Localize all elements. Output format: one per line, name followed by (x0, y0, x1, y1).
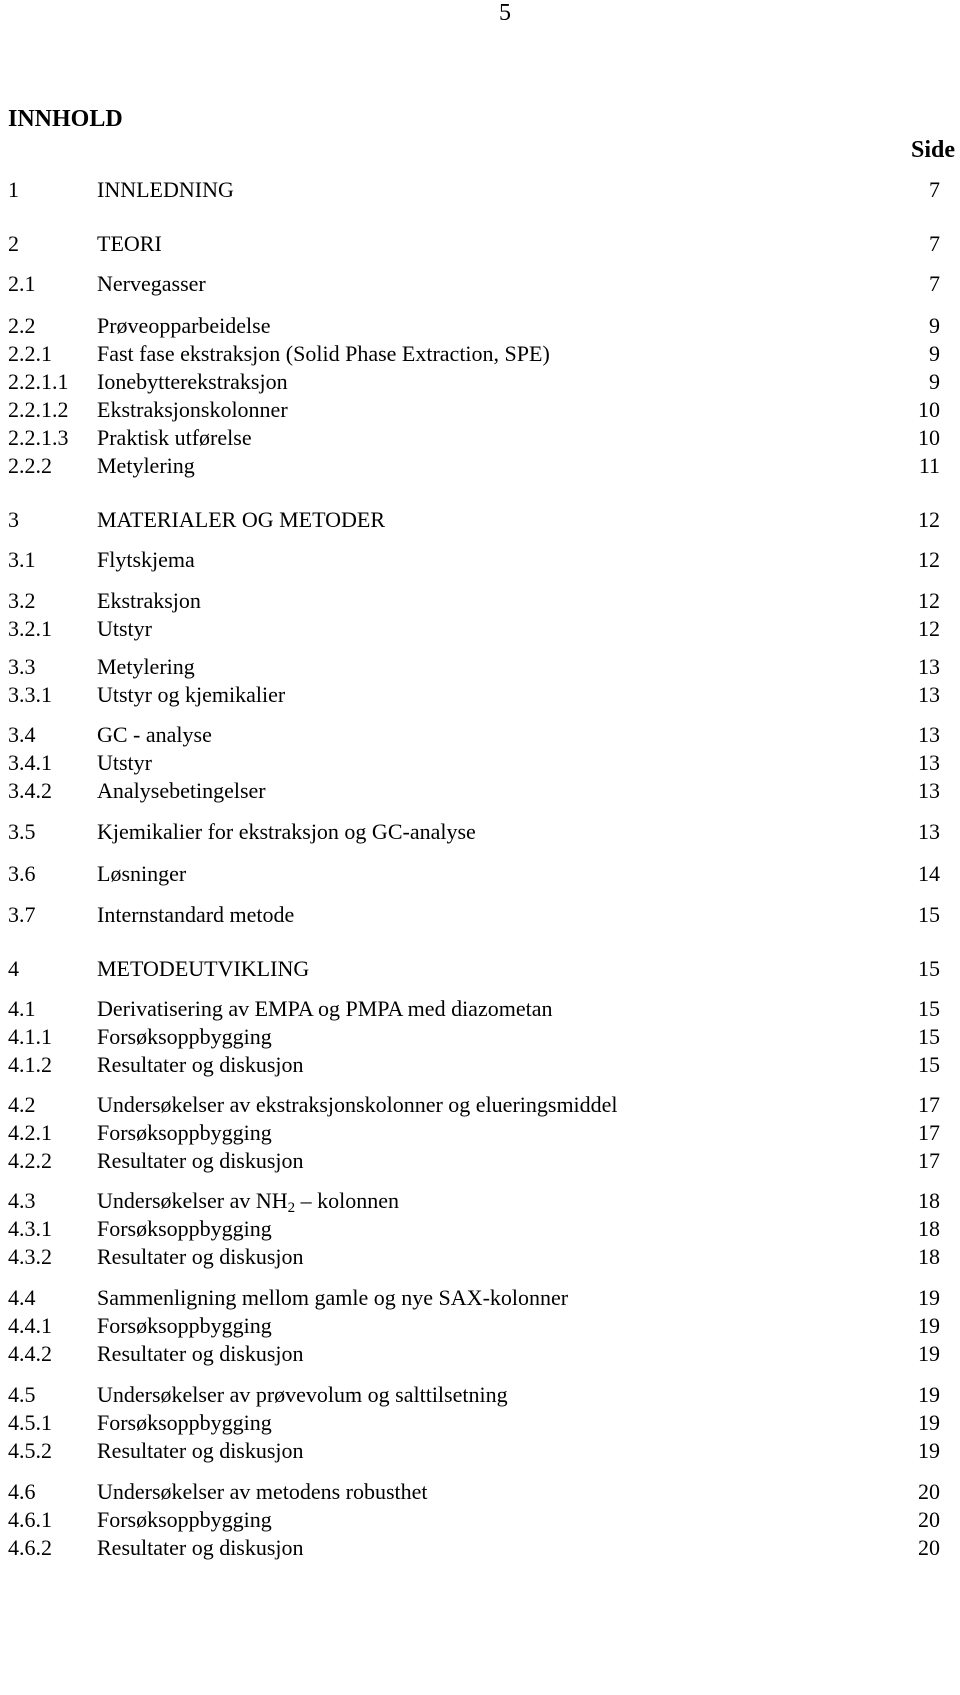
toc-entry-page: 17 (918, 1092, 940, 1117)
toc-entry (0, 230, 960, 258)
toc-entry (0, 340, 960, 368)
toc-entry-number: 4 (8, 956, 19, 981)
toc-entry-page: 15 (918, 902, 940, 927)
toc-entry-title: Resultater og diskusjon (97, 1052, 304, 1077)
toc-entry-title: Kjemikalier for ekstraksjon og GC-analyse (97, 819, 476, 844)
toc-entry-number: 4.2 (8, 1092, 36, 1117)
toc-entry-title: Undersøkelser av prøvevolum og salttilsetning (97, 1382, 508, 1407)
toc-entry-title-subscript: 2 (287, 1200, 296, 1216)
toc-entry-number: 3.4.1 (8, 750, 52, 775)
toc-entry (0, 1478, 960, 1506)
toc-entry-title: Metylering (97, 453, 195, 478)
toc-entry-number: 2.2.1 (8, 341, 52, 366)
toc-entry-number: 2.2 (8, 313, 36, 338)
toc-entry-number: 2.2.2 (8, 453, 52, 478)
toc-entry (0, 1409, 960, 1437)
toc-entry (0, 995, 960, 1023)
toc-entry-title: Praktisk utførelse (97, 425, 252, 450)
toc-entry-number: 4.3 (8, 1188, 36, 1213)
toc-entry-title: Ekstraksjonskolonner (97, 397, 288, 422)
toc-page-column-label: Side (910, 137, 955, 163)
toc-entry-title: MATERIALER OG METODER (97, 507, 386, 532)
toc-entry-page: 15 (918, 956, 940, 981)
toc-entry-title: Resultater og diskusjon (97, 1438, 304, 1463)
toc-entry-title: Forsøksoppbygging (97, 1024, 272, 1049)
toc-entry (0, 176, 960, 204)
toc-entry-page: 20 (918, 1507, 940, 1532)
toc-entry-page: 19 (918, 1438, 940, 1463)
toc-entry-page: 13 (918, 750, 940, 775)
toc-entry (0, 1534, 960, 1562)
toc-entry (0, 721, 960, 749)
toc-entry-page: 17 (918, 1148, 940, 1173)
toc-entry-title: Analysebetingelser (97, 778, 266, 803)
toc-entry-number: 4.1 (8, 996, 36, 1021)
toc-entry-number: 3.1 (8, 547, 36, 572)
toc-entry-page: 9 (929, 369, 940, 394)
toc-entry-title: Sammenligning mellom gamle og nye SAX-kolonner (97, 1285, 569, 1310)
toc-entry-title: GC - analyse (97, 722, 212, 747)
toc-entry (0, 1312, 960, 1340)
toc-entry-title: Forsøksoppbygging (97, 1216, 272, 1241)
toc-entry-title: Resultater og diskusjon (97, 1244, 304, 1269)
toc-entry-page: 13 (918, 654, 940, 679)
toc-entry-page: 19 (918, 1382, 940, 1407)
toc-entry-page: 10 (918, 425, 940, 450)
toc-entry (0, 312, 960, 340)
toc-entry-title (97, 1187, 399, 1215)
toc-entry (0, 681, 960, 709)
toc-entry-page: 17 (918, 1120, 940, 1145)
toc-entry-page: 20 (918, 1479, 940, 1504)
toc-entry-title: Utstyr (97, 750, 152, 775)
toc-entry (0, 1381, 960, 1409)
toc-entry (0, 1119, 960, 1147)
toc-entry-page: 7 (929, 231, 940, 256)
toc-entry-page: 19 (918, 1313, 940, 1338)
toc-entry (0, 424, 960, 452)
toc-entry-page: 13 (918, 722, 940, 747)
toc-entry-title: TEORI (97, 231, 162, 256)
toc-entry (0, 587, 960, 615)
toc-entry-page: 18 (918, 1216, 940, 1241)
toc-entry-title: Flytskjema (97, 547, 195, 572)
toc-entry-title: Forsøksoppbygging (97, 1313, 272, 1338)
toc-entry-title: Forsøksoppbygging (97, 1507, 272, 1532)
toc-entry-number: 4.3.2 (8, 1244, 52, 1269)
toc-entry (0, 1215, 960, 1243)
toc-entry-page: 20 (918, 1535, 940, 1560)
toc-entry-page: 10 (918, 397, 940, 422)
toc-entry-title: Ekstraksjon (97, 588, 201, 613)
toc-entry-number: 3.4.2 (8, 778, 52, 803)
toc-entry-number: 3.2.1 (8, 616, 52, 641)
toc-entry (0, 818, 960, 846)
toc-entry (0, 1147, 960, 1175)
toc-entry-title: Prøveopparbeidelse (97, 313, 271, 338)
toc-entry-page: 14 (918, 861, 940, 886)
toc-entry-number: 4.2.1 (8, 1120, 52, 1145)
toc-entry (0, 368, 960, 396)
toc-entry (0, 860, 960, 888)
toc-entry (0, 653, 960, 681)
toc-entry-title: Forsøksoppbygging (97, 1410, 272, 1435)
toc-entry-page: 12 (918, 616, 940, 641)
toc-entry (0, 901, 960, 929)
toc-entry (0, 1023, 960, 1051)
toc-entry-number: 4.1.2 (8, 1052, 52, 1077)
toc-entry-page: 9 (929, 341, 940, 366)
toc-entry (0, 1051, 960, 1079)
toc-entry-number: 4.3.1 (8, 1216, 52, 1241)
toc-entry (0, 396, 960, 424)
toc-entry-number: 2.2.1.3 (8, 425, 69, 450)
toc-entry-title: Resultater og diskusjon (97, 1535, 304, 1560)
toc-entry-number: 2.2.1.2 (8, 397, 69, 422)
toc-entry (0, 1091, 960, 1119)
toc-entry-title: Løsninger (97, 861, 187, 886)
toc-entry-title: Undersøkelser av ekstraksjonskolonner og elueringsmiddel (97, 1092, 618, 1117)
toc-entry-number: 2 (8, 231, 19, 256)
toc-entry-page: 19 (918, 1285, 940, 1310)
toc-entry-title: Metylering (97, 654, 195, 679)
toc-entry-page: 15 (918, 996, 940, 1021)
toc-entry-title: Nervegasser (97, 271, 206, 296)
toc-entry-title: Forsøksoppbygging (97, 1120, 272, 1145)
toc-entry-page: 9 (929, 313, 940, 338)
toc-entry (0, 270, 960, 298)
toc-entry-number: 4.5.1 (8, 1410, 52, 1435)
toc-entry-title: Utstyr og kjemikalier (97, 682, 286, 707)
toc-entry-title: Resultater og diskusjon (97, 1148, 304, 1173)
toc-entry-page: 15 (918, 1024, 940, 1049)
toc-entry-page: 19 (918, 1410, 940, 1435)
toc-entry-number: 4.6.2 (8, 1535, 52, 1560)
toc-entry-number: 4.2.2 (8, 1148, 52, 1173)
toc-entry-page: 7 (929, 177, 940, 202)
toc-heading: INNHOLD (8, 106, 123, 132)
toc-entry-title: Resultater og diskusjon (97, 1341, 304, 1366)
toc-entry-page: 15 (918, 1052, 940, 1077)
toc-entry-title: METODEUTVIKLING (97, 956, 310, 981)
toc-entry-page: 18 (918, 1244, 940, 1269)
toc-entry-number: 3.2 (8, 588, 36, 613)
toc-entry-page: 11 (918, 453, 940, 478)
toc-entry-number: 1 (8, 177, 19, 202)
toc-entry-title-suffix: – kolonnen (295, 1188, 399, 1213)
toc-entry-title: Derivatisering av EMPA og PMPA med diazometan (97, 996, 553, 1021)
toc-entry-number: 3.4 (8, 722, 36, 747)
toc-entry-number: 4.4 (8, 1285, 36, 1310)
toc-entry-title: Utstyr (97, 616, 152, 641)
toc-entry-number: 4.5 (8, 1382, 36, 1407)
toc-entry-title: INNLEDNING (97, 177, 234, 202)
toc-entry-number: 3.6 (8, 861, 36, 886)
toc-entry-number: 4.5.2 (8, 1438, 52, 1463)
toc-entry (0, 777, 960, 805)
toc-entry-page: 13 (918, 778, 940, 803)
toc-entry-page: 18 (918, 1188, 940, 1213)
toc-entry (0, 506, 960, 534)
toc-entry-number: 3 (8, 507, 19, 532)
toc-entry-number: 4.6 (8, 1479, 36, 1504)
toc-entry (0, 1506, 960, 1534)
toc-entry-title: Fast fase ekstraksjon (Solid Phase Extraction, SPE) (97, 341, 550, 366)
toc-entry-page: 7 (929, 271, 940, 296)
toc-entry (0, 1284, 960, 1312)
toc-entry-number: 3.3.1 (8, 682, 52, 707)
toc-entry (0, 546, 960, 574)
toc-entry-page: 12 (918, 588, 940, 613)
toc-entry (0, 1340, 960, 1368)
toc-entry (0, 452, 960, 480)
toc-entry-number: 4.4.1 (8, 1313, 52, 1338)
toc-entry-page: 12 (918, 507, 940, 532)
toc-entry-number: 3.7 (8, 902, 36, 927)
toc-entry-title: Internstandard metode (97, 902, 295, 927)
toc-entry-title: Ionebytterekstraksjon (97, 369, 288, 394)
toc-entry-title-text: Undersøkelser av NH (97, 1188, 288, 1213)
toc-entry-number: 3.3 (8, 654, 36, 679)
toc-entry-number: 4.4.2 (8, 1341, 52, 1366)
toc-entry (0, 1437, 960, 1465)
toc-entry-number: 2.1 (8, 271, 36, 296)
toc-entry (0, 955, 960, 983)
toc-entry-page: 13 (918, 682, 940, 707)
toc-entry-number: 3.5 (8, 819, 36, 844)
toc-entry-number: 4.6.1 (8, 1507, 52, 1532)
toc-entry-page: 13 (918, 819, 940, 844)
toc-entry-title: Undersøkelser av metodens robusthet (97, 1479, 428, 1504)
toc-entry-number: 4.1.1 (8, 1024, 52, 1049)
toc-entry (0, 615, 960, 643)
toc-entry (0, 1187, 960, 1215)
toc-entry (0, 1243, 960, 1271)
toc-entry-page: 19 (918, 1341, 940, 1366)
toc-entry (0, 749, 960, 777)
toc-entry-number: 2.2.1.1 (8, 369, 69, 394)
toc-entry-page: 12 (918, 547, 940, 572)
page-number: 5 (499, 0, 511, 26)
